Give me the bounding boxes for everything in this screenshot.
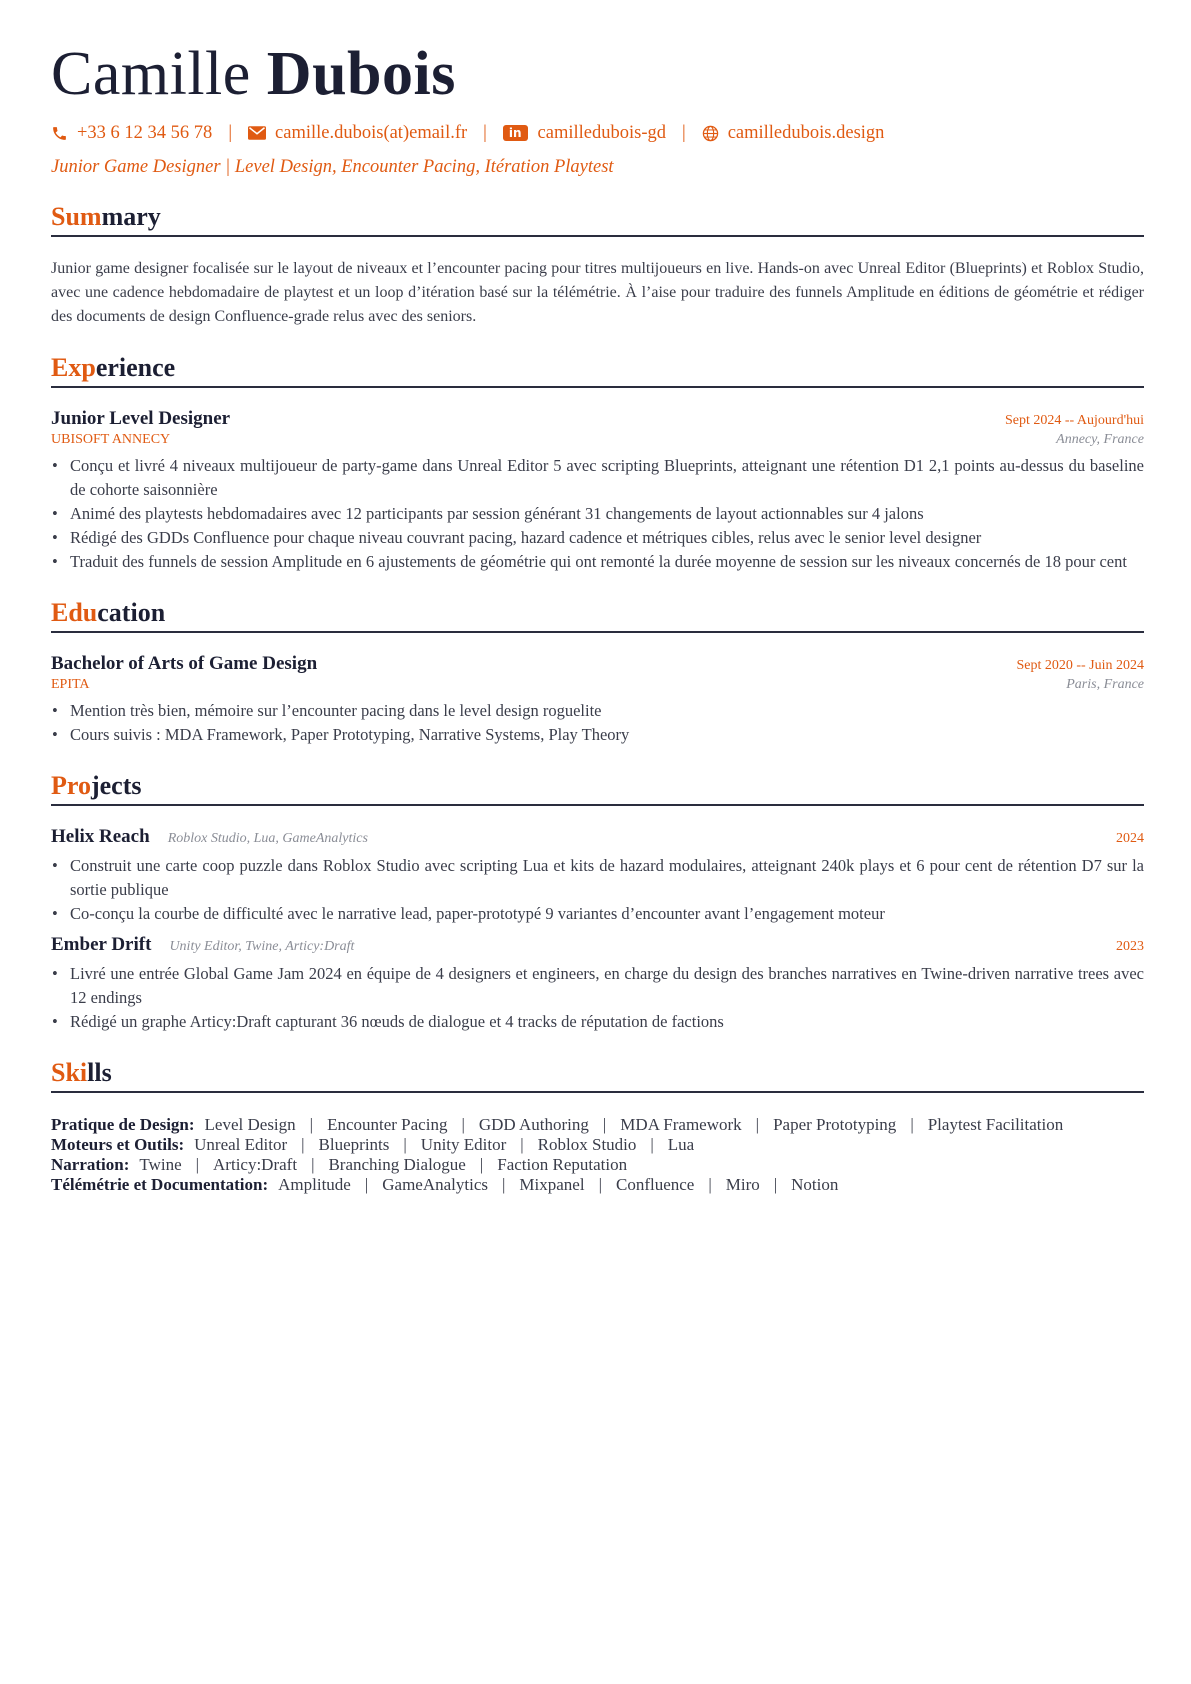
linkedin-icon: in — [503, 125, 528, 141]
company-name: UBISOFT ANNECY — [51, 432, 171, 447]
skill-separator: | — [461, 1115, 465, 1134]
job-title: Junior Level Designer — [51, 408, 231, 429]
job-location: Annecy, France — [1056, 432, 1144, 447]
experience-section — [51, 351, 1144, 574]
website-text: camilledubois.design — [727, 122, 885, 143]
skill-item: Lua — [667, 1135, 695, 1154]
skill-separator: | — [364, 1175, 369, 1194]
envelope-icon — [248, 126, 266, 140]
phone-icon — [51, 125, 68, 142]
skill-item: Confluence — [615, 1175, 695, 1194]
skill-item: Faction Reputation — [497, 1155, 628, 1174]
skill-separator: | — [755, 1115, 760, 1134]
skill-item: Encounter Pacing — [327, 1115, 448, 1134]
skill-row — [51, 1135, 1144, 1155]
section-title-accent: Sum — [51, 202, 102, 231]
skill-separator: | — [773, 1175, 778, 1194]
bullet-list — [51, 454, 1144, 574]
skill-row — [51, 1155, 1144, 1175]
degree-title: Bachelor of Arts of Game Design — [51, 653, 318, 674]
skill-category-label: Narration: — [51, 1155, 130, 1174]
skill-separator: | — [479, 1155, 484, 1174]
section-title-rest: mary — [101, 202, 161, 231]
summary-text: Junior game designer focalisée sur le layout de niveaux et l’encounter pacing pour titres multijoueurs en live. Hands-on avec Unreal Editor (Blueprints) et Roblox Studio, avec une cadence hebdomadaire de playtest et un loop d’itération basé sur la télémétrie. À l’aise pour traduire des funnels Amplitude en éditions de géométrie et rédiger des documents de design Confluence-grade relus avec des seniors. — [51, 260, 1144, 325]
section-divider — [51, 1091, 1144, 1093]
contact-website[interactable] — [702, 123, 885, 144]
contact-separator: | — [483, 122, 487, 143]
skill-item: GameAnalytics — [382, 1175, 489, 1194]
skill-item: Paper Prototyping — [773, 1115, 897, 1134]
skill-item: MDA Framework — [620, 1115, 742, 1134]
section-title-rest: erience — [95, 353, 176, 382]
skill-separator: | — [403, 1135, 407, 1154]
project-entry — [51, 934, 1144, 1034]
entry-header — [51, 826, 1144, 848]
first-name: Camille — [51, 40, 251, 108]
section-title-rest: lls — [87, 1058, 112, 1087]
contact-linkedin[interactable] — [503, 123, 666, 144]
skill-item: Level Design — [204, 1115, 296, 1134]
project-tech: Roblox Studio, Lua, GameAnalytics — [167, 831, 368, 846]
skill-item: Articy:Draft — [213, 1155, 298, 1174]
entry-header — [51, 934, 1144, 956]
skill-item: Blueprints — [318, 1135, 390, 1154]
section-title-rest: cation — [97, 598, 166, 627]
project-entry — [51, 826, 1144, 926]
skill-row — [51, 1115, 1144, 1135]
skill-item: Unity Editor — [420, 1135, 507, 1154]
skill-separator: | — [502, 1175, 506, 1194]
bullet-item: • Mention très bien, mémoire sur l’encounter pacing dans le level design roguelite — [51, 699, 1144, 723]
section-divider — [51, 804, 1144, 806]
tagline: Junior Game Designer | Level Design, Encounter Pacing, Itération Playtest — [51, 157, 614, 177]
education-entry — [51, 653, 1144, 747]
candidate-name — [51, 38, 1144, 110]
section-title — [51, 1056, 1144, 1090]
contact-line — [51, 120, 1144, 146]
job-dates: Sept 2024 -- Aujourd'hui — [1004, 413, 1144, 428]
project-name: Helix Reach — [51, 826, 150, 847]
skill-separator: | — [520, 1135, 524, 1154]
skill-item: Branching Dialogue — [328, 1155, 466, 1174]
bullet-item: • Construit une carte coop puzzle dans Roblox Studio avec scripting Lua et kits de hazard modulaires, atteignant 240k plays et 6 pour cent de rétention D7 sur la sortie publique — [51, 854, 1144, 902]
entry-header — [51, 408, 1144, 430]
section-divider — [51, 631, 1144, 633]
skill-separator: | — [301, 1135, 305, 1154]
section-title-accent: Edu — [51, 598, 98, 627]
skill-item: Roblox Studio — [537, 1135, 637, 1154]
skill-item: Notion — [791, 1175, 839, 1194]
education-dates: Sept 2020 -- Juin 2024 — [1016, 658, 1144, 673]
section-title-accent: Exp — [51, 353, 96, 382]
phone-text: +33 6 12 34 56 78 — [77, 122, 213, 143]
skills-section — [51, 1056, 1144, 1195]
contact-separator: | — [228, 122, 233, 143]
skill-row — [51, 1175, 1144, 1195]
skill-item: Mixpanel — [519, 1175, 585, 1194]
entry-header — [51, 653, 1144, 675]
globe-icon — [702, 125, 719, 142]
contact-separator: | — [681, 122, 686, 143]
skill-separator: | — [598, 1175, 602, 1194]
project-heading — [51, 934, 354, 956]
bullet-item: • Conçu et livré 4 niveaux multijoueur de party-game dans Unreal Editor 5 avec scripting Blueprints, atteignant une rétention D1 2,1 points au-dessus du baseline de cohorte saisonnière — [51, 454, 1144, 502]
bullet-item: • Animé des playtests hebdomadaires avec 12 participants par session générant 31 changements de layout actionnables sur 4 jalons — [51, 502, 1144, 526]
project-tech: Unity Editor, Twine, Articy:Draft — [169, 939, 355, 954]
bullet-list — [51, 699, 1144, 747]
summary-section — [51, 200, 1144, 329]
section-title-accent: Pro — [51, 771, 91, 800]
skills-list — [51, 1115, 1144, 1195]
bullet-list — [51, 854, 1144, 926]
section-title — [51, 769, 1144, 803]
bullet-item: • Rédigé des GDDs Confluence pour chaque niveau couvrant pacing, hazard cadence et métriques cibles, relus avec le senior level designer — [51, 526, 1144, 550]
skill-separator: | — [602, 1115, 607, 1134]
projects-section — [51, 769, 1144, 1034]
bullet-list — [51, 962, 1144, 1034]
entry-subheader — [51, 677, 1144, 693]
project-year: 2023 — [1116, 939, 1144, 954]
project-year: 2024 — [1116, 831, 1144, 846]
section-title-accent: Ski — [51, 1058, 88, 1087]
contact-phone[interactable] — [51, 123, 212, 144]
skill-item: Playtest Facilitation — [927, 1115, 1064, 1134]
skill-category-label: Télémétrie et Documentation: — [51, 1175, 269, 1194]
contact-email[interactable] — [248, 123, 467, 144]
bullet-item: • Cours suivis : MDA Framework, Paper Prototyping, Narrative Systems, Play Theory — [51, 723, 1144, 747]
skill-item: Miro — [725, 1175, 760, 1194]
section-title — [51, 351, 1144, 385]
bullet-item: • Rédigé un graphe Articy:Draft capturant 36 nœuds de dialogue et 4 tracks de réputation de factions — [51, 1010, 1144, 1034]
skill-separator: | — [708, 1175, 712, 1194]
skill-separator: | — [311, 1155, 315, 1174]
section-title — [51, 200, 1144, 234]
linkedin-text: camilledubois-gd — [537, 122, 666, 143]
section-divider — [51, 386, 1144, 388]
last-name: Dubois — [266, 40, 456, 108]
education-section — [51, 596, 1144, 747]
project-name: Ember Drift — [51, 934, 152, 955]
experience-entry — [51, 408, 1144, 574]
school-location: Paris, France — [1066, 677, 1144, 692]
section-title-rest: jects — [90, 771, 142, 800]
email-text: camille.dubois(at)email.fr — [275, 122, 468, 143]
skill-separator: | — [650, 1135, 654, 1154]
skill-item: Unreal Editor — [194, 1135, 288, 1154]
skill-item: Twine — [139, 1155, 182, 1174]
skill-separator: | — [309, 1115, 314, 1134]
section-title — [51, 596, 1144, 630]
skill-separator: | — [910, 1115, 914, 1134]
bullet-item: • Livré une entrée Global Game Jam 2024 en équipe de 4 designers et engineers, en charge du design des branches narratives en Twine-driven narrative trees avec 12 endings — [51, 962, 1144, 1010]
bullet-item: • Traduit des funnels de session Amplitude en 6 ajustements de géométrie qui ont remonté la durée moyenne de session sur les niveaux concernés de 18 pour cent — [51, 550, 1144, 574]
skill-item: Amplitude — [278, 1175, 351, 1194]
school-name: EPITA — [51, 677, 90, 692]
resume-content — [51, 38, 1144, 1195]
project-heading — [51, 826, 368, 848]
section-divider — [51, 235, 1144, 237]
bullet-item: • Co-conçu la courbe de difficulté avec le narrative lead, paper-prototypé 9 variantes d’encounter avant l’engagement moteur — [51, 902, 1144, 926]
skill-separator: | — [195, 1155, 200, 1174]
entry-subheader — [51, 432, 1144, 448]
skill-category-label: Moteurs et Outils: — [51, 1135, 185, 1154]
skill-category-label: Pratique de Design: — [51, 1115, 195, 1134]
skill-item: GDD Authoring — [478, 1115, 589, 1134]
